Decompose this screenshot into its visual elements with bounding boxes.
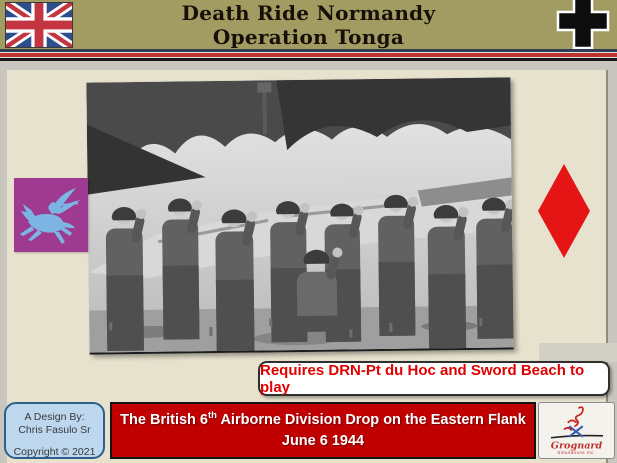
- banner-line-2: June 6 1944: [281, 432, 365, 449]
- header-rule: [0, 49, 617, 61]
- design-by-label: A Design By:: [24, 411, 85, 423]
- rule-black: [0, 58, 617, 61]
- shadow-patch: [539, 343, 617, 362]
- requires-note-text: Requires DRN-Pt du Hoc and Sword Beach to play: [260, 361, 585, 396]
- publisher-name: Grognard: [550, 440, 603, 452]
- red-diamond-icon: [538, 164, 590, 258]
- banner-line-1: [112, 410, 534, 431]
- publisher-subtitle: Simulations Inc.: [557, 450, 596, 456]
- balkenkreuz-icon: [555, 0, 611, 50]
- title-line-2: Operation Tonga: [212, 25, 405, 49]
- page-title: [0, 1, 617, 49]
- banner-line1-post: Airborne Division Drop on the Eastern Flank: [216, 411, 526, 428]
- subtitle-banner: [110, 402, 536, 459]
- requires-note: [258, 361, 610, 396]
- header-bar: [0, 0, 617, 49]
- publisher-logo-icon: [539, 403, 614, 458]
- design-credit-box: [4, 402, 105, 459]
- paratroopers-photo: [86, 77, 513, 354]
- title-line-1: Death Ride Normandy: [181, 1, 436, 25]
- banner-line1-pre: The British 6: [120, 411, 208, 428]
- banner-line1-sup: th: [208, 409, 217, 421]
- publisher-logo-box: [538, 402, 615, 459]
- designer-name: Chris Fasulo Sr: [18, 424, 91, 436]
- pegasus-emblem-icon: [14, 178, 88, 252]
- copyright-text: Copyright © 2021: [13, 446, 96, 458]
